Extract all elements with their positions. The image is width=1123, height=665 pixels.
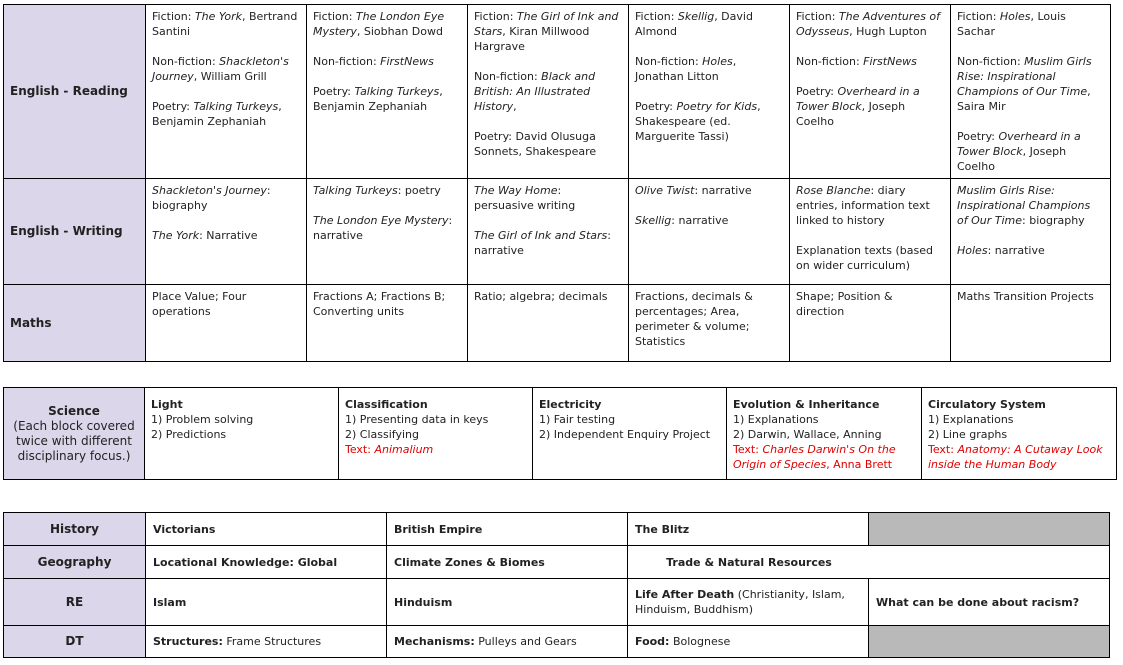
- re-cell-4: What can be done about racism?: [869, 579, 1110, 626]
- cell-paragraph: [957, 54, 1104, 114]
- cell-paragraph: [957, 9, 1104, 39]
- english-maths-table: [3, 4, 1111, 362]
- science-text-reference: Text: Anatomy: A Cutaway Look inside the Human Body: [928, 443, 1103, 471]
- text-run: Skellig: [635, 214, 672, 227]
- maths-cell-1: [146, 285, 307, 362]
- cell-paragraph: [474, 289, 622, 304]
- cell-paragraph: [635, 183, 783, 198]
- text-run: : narrative: [987, 244, 1045, 257]
- text-run: Holes: [702, 55, 733, 68]
- science-line: 1) Fair testing: [539, 413, 616, 426]
- row-label-maths: Maths: [4, 285, 146, 362]
- science-block-title: Light: [151, 398, 183, 411]
- science-line: 1) Problem solving: [151, 413, 254, 426]
- text-run: : Narrative: [199, 229, 258, 242]
- cell-paragraph: [474, 183, 622, 213]
- row-english-writing: [4, 179, 1111, 285]
- cell-paragraph: [796, 183, 944, 228]
- science-line: 1) Presenting data in keys: [345, 413, 489, 426]
- reading-cell-3: [468, 5, 629, 179]
- row-label-english-writing: English - Writing: [4, 179, 146, 285]
- geography-cell-1: Locational Knowledge: Global: [146, 546, 387, 579]
- re-cell-3: Life After Death (Christianity, Islam, Hinduism, Buddhism): [628, 579, 869, 626]
- text-run: Fiction:: [635, 10, 678, 23]
- science-label-note: (Each block covered twice with different disciplinary focus.): [13, 418, 135, 463]
- text-run: Talking Turkeys: [354, 85, 440, 98]
- text-run: Fiction:: [313, 10, 356, 23]
- maths-cell-4: [629, 285, 790, 362]
- writing-cell-4: [629, 179, 790, 285]
- text-run: Shackleton's Journey: [152, 55, 289, 83]
- text-run: Talking Turkeys: [193, 100, 279, 113]
- row-label-english-reading: English - Reading: [4, 5, 146, 179]
- text-run: Fiction:: [474, 10, 517, 23]
- cell-paragraph: [796, 289, 944, 319]
- text-run: The Way Home: [474, 184, 558, 197]
- text-run: Poetry:: [796, 85, 838, 98]
- text-run: Black and British: An Illustrated History: [474, 70, 596, 113]
- cell-paragraph: [152, 183, 300, 213]
- cell-paragraph: [313, 289, 461, 319]
- text-run: The Girl of Ink and Stars: [474, 10, 619, 38]
- text-run: Overheard in a Tower Block: [957, 130, 1081, 158]
- text-run: Non-fiction:: [957, 55, 1025, 68]
- text-run: Non-fiction:: [313, 55, 381, 68]
- cell-paragraph: [957, 183, 1104, 228]
- row-english-reading: [4, 5, 1111, 179]
- text-run: The Adventures of Odysseus: [796, 10, 941, 38]
- humanities-table: [3, 512, 1110, 658]
- text-run: , Benjamin Zephaniah: [152, 100, 282, 128]
- history-cell-1: Victorians: [146, 513, 387, 546]
- row-re: [4, 579, 1110, 626]
- reading-cell-6: [951, 5, 1111, 179]
- row-history: [4, 513, 1110, 546]
- text-run: Ratio; algebra; decimals: [474, 290, 608, 303]
- maths-cell-2: [307, 285, 468, 362]
- cell-paragraph: [796, 54, 944, 69]
- science-line: 2) Independent Enquiry Project: [539, 428, 711, 441]
- text-run: Poetry:: [152, 100, 194, 113]
- cell-paragraph: [152, 228, 300, 243]
- text-run: Shape; Position & direction: [796, 290, 893, 318]
- text-run: Place Value; Four operations: [152, 290, 247, 318]
- dt-cell-1: Structures: Frame Structures: [146, 626, 387, 658]
- text-run: FirstNews: [863, 55, 917, 68]
- text-run: Poetry for Kids: [676, 100, 758, 113]
- writing-cell-3: [468, 179, 629, 285]
- text-run: , Shakespeare (ed. Marguerite Tassi): [635, 100, 761, 143]
- text-run: , William Grill: [193, 70, 267, 83]
- science-text-reference: Text: Charles Darwin's On the Origin of Species, Anna Brett: [733, 443, 896, 471]
- text-run: The London Eye Mystery: [313, 214, 449, 227]
- reading-cell-5: [790, 5, 951, 179]
- text-run: Non-fiction:: [796, 55, 864, 68]
- text-run: Muslim Girls Rise: Inspirational Champions of Our Time: [957, 55, 1092, 98]
- reading-cell-2: [307, 5, 468, 179]
- science-block-title: Electricity: [539, 398, 602, 411]
- text-run: Non-fiction:: [474, 70, 542, 83]
- text-run: Overheard in a Tower Block: [796, 85, 920, 113]
- text-run: Olive Twist: [635, 184, 695, 197]
- science-block-circulatory: [922, 388, 1117, 480]
- text-run: Non-fiction:: [152, 55, 220, 68]
- text-run: Poetry:: [313, 85, 355, 98]
- text-run: Fiction:: [796, 10, 839, 23]
- cell-paragraph: [313, 9, 461, 39]
- geography-cell-2: Climate Zones & Biomes: [387, 546, 628, 579]
- science-line: 1) Explanations: [733, 413, 819, 426]
- science-line: 1) Explanations: [928, 413, 1014, 426]
- dt-cell-2: Mechanisms: Pulleys and Gears: [387, 626, 628, 658]
- science-block-title: Classification: [345, 398, 428, 411]
- text-run: , Saira Mir: [957, 85, 1091, 113]
- row-label-history: History: [4, 513, 146, 546]
- maths-cell-5: [790, 285, 951, 362]
- text-run: Fiction:: [957, 10, 1000, 23]
- row-science: [4, 388, 1117, 480]
- text-run: , Kiran Millwood Hargrave: [474, 25, 590, 53]
- science-table: [3, 387, 1117, 480]
- maths-cell-6: [951, 285, 1111, 362]
- text-run: Explanation texts (based on wider curriculum): [796, 244, 933, 272]
- cell-paragraph: [152, 9, 300, 39]
- row-geography: [4, 546, 1110, 579]
- text-run: Fiction:: [152, 10, 195, 23]
- cell-paragraph: [474, 69, 622, 114]
- row-label-dt: DT: [4, 626, 146, 658]
- text-run: Skellig: [677, 10, 715, 23]
- cell-paragraph: [474, 129, 622, 159]
- writing-cell-5: [790, 179, 951, 285]
- text-run: Rose Blanche: [796, 184, 871, 197]
- science-block-evolution: [727, 388, 922, 480]
- science-block-classification: [339, 388, 533, 480]
- text-run: , Louis Sachar: [957, 10, 1066, 38]
- text-run: Holes: [999, 10, 1031, 23]
- cell-paragraph: [635, 289, 783, 349]
- text-run: , Hugh Lupton: [849, 25, 927, 38]
- text-run: , Benjamin Zephaniah: [313, 85, 443, 113]
- text-run: : narrative: [694, 184, 752, 197]
- text-run: Maths Transition Projects: [957, 290, 1094, 303]
- text-run: The York: [194, 10, 242, 23]
- text-run: Poetry: David Olusuga Sonnets, Shakespeare: [474, 130, 597, 158]
- re-cell-2: Hinduism: [387, 579, 628, 626]
- writing-cell-2: [307, 179, 468, 285]
- text-run: , Joseph Coelho: [796, 100, 906, 128]
- text-run: Poetry:: [635, 100, 677, 113]
- history-cell-2: British Empire: [387, 513, 628, 546]
- cell-paragraph: [474, 9, 622, 54]
- text-run: Muslim Girls Rise: Inspirational Champions of Our Time: [957, 184, 1091, 227]
- dt-cell-3: Food: Bolognese: [628, 626, 869, 658]
- science-line: 2) Predictions: [151, 428, 227, 441]
- science-block-electricity: [533, 388, 727, 480]
- science-block-title: Evolution & Inheritance: [733, 398, 880, 411]
- science-block-light: [145, 388, 339, 480]
- geography-cell-3: Trade & Natural Resources: [628, 546, 1110, 579]
- cell-paragraph: [313, 84, 461, 114]
- row-label-re: RE: [4, 579, 146, 626]
- cell-paragraph: [635, 213, 783, 228]
- re-cell-1: Islam: [146, 579, 387, 626]
- text-run: : persuasive writing: [474, 184, 576, 212]
- text-run: The Girl of Ink and Stars: [474, 229, 608, 242]
- cell-paragraph: [635, 99, 783, 144]
- row-label-geography: Geography: [4, 546, 146, 579]
- text-run: : biography: [152, 184, 271, 212]
- text-run: : narrative: [474, 229, 611, 257]
- text-run: Fractions A; Fractions B; Converting units: [313, 290, 446, 318]
- text-run: , Bertrand Santini: [152, 10, 298, 38]
- cell-paragraph: [474, 228, 622, 258]
- cell-paragraph: [152, 54, 300, 84]
- dt-cell-empty: [869, 626, 1110, 658]
- cell-paragraph: [796, 84, 944, 129]
- row-dt: [4, 626, 1110, 658]
- text-run: , David Almond: [635, 10, 753, 38]
- reading-cell-1: [146, 5, 307, 179]
- text-run: , Joseph Coelho: [957, 145, 1067, 173]
- cell-paragraph: [313, 54, 461, 69]
- row-maths: [4, 285, 1111, 362]
- cell-paragraph: [635, 9, 783, 39]
- text-run: : diary entries, information text linked to history: [796, 184, 930, 227]
- science-line: 2) Classifying: [345, 428, 419, 441]
- reading-cell-4: [629, 5, 790, 179]
- cell-paragraph: [957, 129, 1104, 174]
- writing-cell-1: [146, 179, 307, 285]
- cell-paragraph: [152, 99, 300, 129]
- text-run: Holes: [957, 244, 988, 257]
- history-cell-3: The Blitz: [628, 513, 869, 546]
- maths-cell-3: [468, 285, 629, 362]
- text-run: : narrative: [313, 214, 453, 242]
- writing-cell-6: [951, 179, 1111, 285]
- text-run: : poetry: [397, 184, 441, 197]
- cell-paragraph: [152, 289, 300, 319]
- cell-paragraph: [957, 243, 1104, 258]
- cell-paragraph: [957, 289, 1104, 304]
- cell-paragraph: [796, 9, 944, 39]
- science-line: 2) Darwin, Wallace, Anning: [733, 428, 882, 441]
- text-run: , Jonathan Litton: [635, 55, 737, 83]
- science-text-reference: Text: Animalium: [345, 443, 434, 456]
- text-run: Non-fiction:: [635, 55, 703, 68]
- cell-paragraph: [313, 183, 461, 198]
- science-line: 2) Line graphs: [928, 428, 1008, 441]
- text-run: Shackleton's Journey: [152, 184, 267, 197]
- row-label-science: [4, 388, 145, 480]
- text-run: The York: [152, 229, 200, 242]
- text-run: : biography: [1022, 214, 1085, 227]
- cell-paragraph: [313, 213, 461, 243]
- text-run: ,: [513, 100, 517, 113]
- cell-paragraph: [796, 243, 944, 273]
- text-run: Talking Turkeys: [313, 184, 398, 197]
- text-run: Fractions, decimals & percentages; Area, perimeter & volume; Statistics: [635, 290, 753, 348]
- text-run: FirstNews: [380, 55, 434, 68]
- text-run: The London Eye Mystery: [313, 10, 445, 38]
- text-run: , Siobhan Dowd: [356, 25, 443, 38]
- cell-paragraph: [635, 54, 783, 84]
- history-cell-empty: [869, 513, 1110, 546]
- science-block-title: Circulatory System: [928, 398, 1046, 411]
- science-label-title: Science: [48, 403, 100, 418]
- text-run: Poetry:: [957, 130, 999, 143]
- text-run: : narrative: [671, 214, 729, 227]
